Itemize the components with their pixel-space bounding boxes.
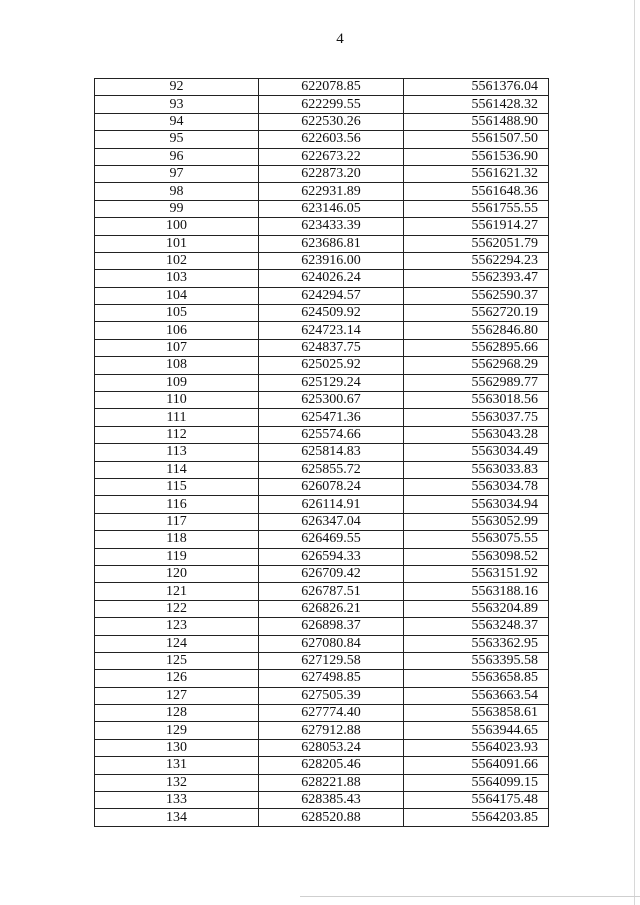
y-coordinate-cell: 5561755.55 xyxy=(404,200,549,217)
x-coordinate-cell: 622603.56 xyxy=(259,131,404,148)
x-coordinate-cell: 622931.89 xyxy=(259,183,404,200)
table-row xyxy=(95,357,549,374)
y-coordinate-cell: 5563362.95 xyxy=(404,635,549,652)
table-row xyxy=(95,583,549,600)
x-coordinate-cell: 627129.58 xyxy=(259,652,404,669)
y-coordinate-cell: 5561488.90 xyxy=(404,113,549,130)
table-row xyxy=(95,374,549,391)
y-coordinate-cell: 5562393.47 xyxy=(404,270,549,287)
table-row xyxy=(95,531,549,548)
table-row xyxy=(95,722,549,739)
x-coordinate-cell: 624026.24 xyxy=(259,270,404,287)
y-coordinate-cell: 5563098.52 xyxy=(404,548,549,565)
x-coordinate-cell: 623686.81 xyxy=(259,235,404,252)
y-coordinate-cell: 5564203.85 xyxy=(404,809,549,826)
point-number-cell: 103 xyxy=(95,270,259,287)
table-row xyxy=(95,79,549,96)
y-coordinate-cell: 5564023.93 xyxy=(404,739,549,756)
point-number-cell: 119 xyxy=(95,548,259,565)
y-coordinate-cell: 5561621.32 xyxy=(404,165,549,182)
y-coordinate-cell: 5563018.56 xyxy=(404,392,549,409)
scan-bottom-line xyxy=(300,896,640,897)
point-number-cell: 93 xyxy=(95,96,259,113)
x-coordinate-cell: 627498.85 xyxy=(259,670,404,687)
point-number-cell: 134 xyxy=(95,809,259,826)
table-row xyxy=(95,565,549,582)
table-row xyxy=(95,496,549,513)
point-number-cell: 125 xyxy=(95,652,259,669)
table-row xyxy=(95,513,549,530)
table-row xyxy=(95,774,549,791)
y-coordinate-cell: 5564091.66 xyxy=(404,757,549,774)
point-number-cell: 115 xyxy=(95,478,259,495)
page-number: 4 xyxy=(336,31,344,47)
y-coordinate-cell: 5563034.94 xyxy=(404,496,549,513)
point-number-cell: 117 xyxy=(95,513,259,530)
table-row xyxy=(95,670,549,687)
table-row xyxy=(95,426,549,443)
x-coordinate-cell: 625129.24 xyxy=(259,374,404,391)
scan-edge-line xyxy=(634,0,635,905)
coordinates-table-body xyxy=(95,79,549,827)
point-number-cell: 112 xyxy=(95,426,259,443)
table-row xyxy=(95,200,549,217)
point-number-cell: 116 xyxy=(95,496,259,513)
point-number-cell: 109 xyxy=(95,374,259,391)
table-row xyxy=(95,339,549,356)
point-number-cell: 121 xyxy=(95,583,259,600)
point-number-cell: 104 xyxy=(95,287,259,304)
y-coordinate-cell: 5562989.77 xyxy=(404,374,549,391)
x-coordinate-cell: 622873.20 xyxy=(259,165,404,182)
table-row xyxy=(95,218,549,235)
y-coordinate-cell: 5563658.85 xyxy=(404,670,549,687)
point-number-cell: 113 xyxy=(95,444,259,461)
point-number-cell: 106 xyxy=(95,322,259,339)
y-coordinate-cell: 5561914.27 xyxy=(404,218,549,235)
point-number-cell: 100 xyxy=(95,218,259,235)
x-coordinate-cell: 628520.88 xyxy=(259,809,404,826)
y-coordinate-cell: 5561536.90 xyxy=(404,148,549,165)
point-number-cell: 124 xyxy=(95,635,259,652)
table-row xyxy=(95,444,549,461)
y-coordinate-cell: 5563151.92 xyxy=(404,565,549,582)
x-coordinate-cell: 625855.72 xyxy=(259,461,404,478)
x-coordinate-cell: 625471.36 xyxy=(259,409,404,426)
y-coordinate-cell: 5562051.79 xyxy=(404,235,549,252)
point-number-cell: 97 xyxy=(95,165,259,182)
point-number-cell: 102 xyxy=(95,252,259,269)
x-coordinate-cell: 627774.40 xyxy=(259,705,404,722)
table-row xyxy=(95,705,549,722)
table-row xyxy=(95,131,549,148)
point-number-cell: 108 xyxy=(95,357,259,374)
table-row xyxy=(95,478,549,495)
table-row xyxy=(95,252,549,269)
x-coordinate-cell: 624723.14 xyxy=(259,322,404,339)
x-coordinate-cell: 628205.46 xyxy=(259,757,404,774)
table-row xyxy=(95,183,549,200)
x-coordinate-cell: 627912.88 xyxy=(259,722,404,739)
point-number-cell: 129 xyxy=(95,722,259,739)
point-number-cell: 120 xyxy=(95,565,259,582)
y-coordinate-cell: 5563204.89 xyxy=(404,600,549,617)
table-row xyxy=(95,270,549,287)
x-coordinate-cell: 625574.66 xyxy=(259,426,404,443)
y-coordinate-cell: 5561507.50 xyxy=(404,131,549,148)
x-coordinate-cell: 627505.39 xyxy=(259,687,404,704)
y-coordinate-cell: 5562294.23 xyxy=(404,252,549,269)
point-number-cell: 98 xyxy=(95,183,259,200)
y-coordinate-cell: 5561648.36 xyxy=(404,183,549,200)
point-number-cell: 111 xyxy=(95,409,259,426)
y-coordinate-cell: 5562968.29 xyxy=(404,357,549,374)
x-coordinate-cell: 624837.75 xyxy=(259,339,404,356)
x-coordinate-cell: 622530.26 xyxy=(259,113,404,130)
y-coordinate-cell: 5562590.37 xyxy=(404,287,549,304)
x-coordinate-cell: 628221.88 xyxy=(259,774,404,791)
x-coordinate-cell: 628385.43 xyxy=(259,792,404,809)
point-number-cell: 94 xyxy=(95,113,259,130)
y-coordinate-cell: 5562895.66 xyxy=(404,339,549,356)
x-coordinate-cell: 625814.83 xyxy=(259,444,404,461)
y-coordinate-cell: 5563075.55 xyxy=(404,531,549,548)
y-coordinate-cell: 5563395.58 xyxy=(404,652,549,669)
table-row xyxy=(95,113,549,130)
x-coordinate-cell: 626469.55 xyxy=(259,531,404,548)
x-coordinate-cell: 626347.04 xyxy=(259,513,404,530)
x-coordinate-cell: 626826.21 xyxy=(259,600,404,617)
table-row xyxy=(95,322,549,339)
x-coordinate-cell: 625025.92 xyxy=(259,357,404,374)
x-coordinate-cell: 626078.24 xyxy=(259,478,404,495)
table-row xyxy=(95,392,549,409)
point-number-cell: 128 xyxy=(95,705,259,722)
y-coordinate-cell: 5563034.78 xyxy=(404,478,549,495)
coordinates-table xyxy=(94,78,549,827)
x-coordinate-cell: 626898.37 xyxy=(259,618,404,635)
x-coordinate-cell: 624509.92 xyxy=(259,305,404,322)
table-row xyxy=(95,652,549,669)
point-number-cell: 127 xyxy=(95,687,259,704)
table-row xyxy=(95,461,549,478)
y-coordinate-cell: 5564175.48 xyxy=(404,792,549,809)
point-number-cell: 96 xyxy=(95,148,259,165)
table-row xyxy=(95,235,549,252)
y-coordinate-cell: 5563944.65 xyxy=(404,722,549,739)
y-coordinate-cell: 5563043.28 xyxy=(404,426,549,443)
table-row xyxy=(95,739,549,756)
table-row xyxy=(95,305,549,322)
y-coordinate-cell: 5561376.04 xyxy=(404,79,549,96)
point-number-cell: 95 xyxy=(95,131,259,148)
y-coordinate-cell: 5563188.16 xyxy=(404,583,549,600)
table-row xyxy=(95,96,549,113)
y-coordinate-cell: 5562720.19 xyxy=(404,305,549,322)
x-coordinate-cell: 628053.24 xyxy=(259,739,404,756)
table-row xyxy=(95,600,549,617)
table-row xyxy=(95,792,549,809)
table-row xyxy=(95,165,549,182)
point-number-cell: 92 xyxy=(95,79,259,96)
y-coordinate-cell: 5562846.80 xyxy=(404,322,549,339)
y-coordinate-cell: 5563052.99 xyxy=(404,513,549,530)
x-coordinate-cell: 622078.85 xyxy=(259,79,404,96)
y-coordinate-cell: 5563858.61 xyxy=(404,705,549,722)
table-row xyxy=(95,635,549,652)
table-row xyxy=(95,687,549,704)
x-coordinate-cell: 622299.55 xyxy=(259,96,404,113)
x-coordinate-cell: 622673.22 xyxy=(259,148,404,165)
y-coordinate-cell: 5561428.32 xyxy=(404,96,549,113)
point-number-cell: 122 xyxy=(95,600,259,617)
x-coordinate-cell: 623916.00 xyxy=(259,252,404,269)
point-number-cell: 99 xyxy=(95,200,259,217)
table-row xyxy=(95,618,549,635)
y-coordinate-cell: 5563248.37 xyxy=(404,618,549,635)
table-row xyxy=(95,287,549,304)
point-number-cell: 130 xyxy=(95,739,259,756)
point-number-cell: 101 xyxy=(95,235,259,252)
table-row xyxy=(95,809,549,826)
y-coordinate-cell: 5563037.75 xyxy=(404,409,549,426)
x-coordinate-cell: 623146.05 xyxy=(259,200,404,217)
y-coordinate-cell: 5563034.49 xyxy=(404,444,549,461)
point-number-cell: 126 xyxy=(95,670,259,687)
table-row xyxy=(95,757,549,774)
point-number-cell: 110 xyxy=(95,392,259,409)
x-coordinate-cell: 626114.91 xyxy=(259,496,404,513)
point-number-cell: 107 xyxy=(95,339,259,356)
point-number-cell: 118 xyxy=(95,531,259,548)
point-number-cell: 123 xyxy=(95,618,259,635)
table-row xyxy=(95,148,549,165)
point-number-cell: 132 xyxy=(95,774,259,791)
x-coordinate-cell: 627080.84 xyxy=(259,635,404,652)
x-coordinate-cell: 623433.39 xyxy=(259,218,404,235)
table-row xyxy=(95,548,549,565)
y-coordinate-cell: 5563663.54 xyxy=(404,687,549,704)
point-number-cell: 133 xyxy=(95,792,259,809)
y-coordinate-cell: 5564099.15 xyxy=(404,774,549,791)
point-number-cell: 105 xyxy=(95,305,259,322)
point-number-cell: 131 xyxy=(95,757,259,774)
x-coordinate-cell: 624294.57 xyxy=(259,287,404,304)
x-coordinate-cell: 626709.42 xyxy=(259,565,404,582)
point-number-cell: 114 xyxy=(95,461,259,478)
y-coordinate-cell: 5563033.83 xyxy=(404,461,549,478)
x-coordinate-cell: 626787.51 xyxy=(259,583,404,600)
x-coordinate-cell: 625300.67 xyxy=(259,392,404,409)
x-coordinate-cell: 626594.33 xyxy=(259,548,404,565)
table-row xyxy=(95,409,549,426)
